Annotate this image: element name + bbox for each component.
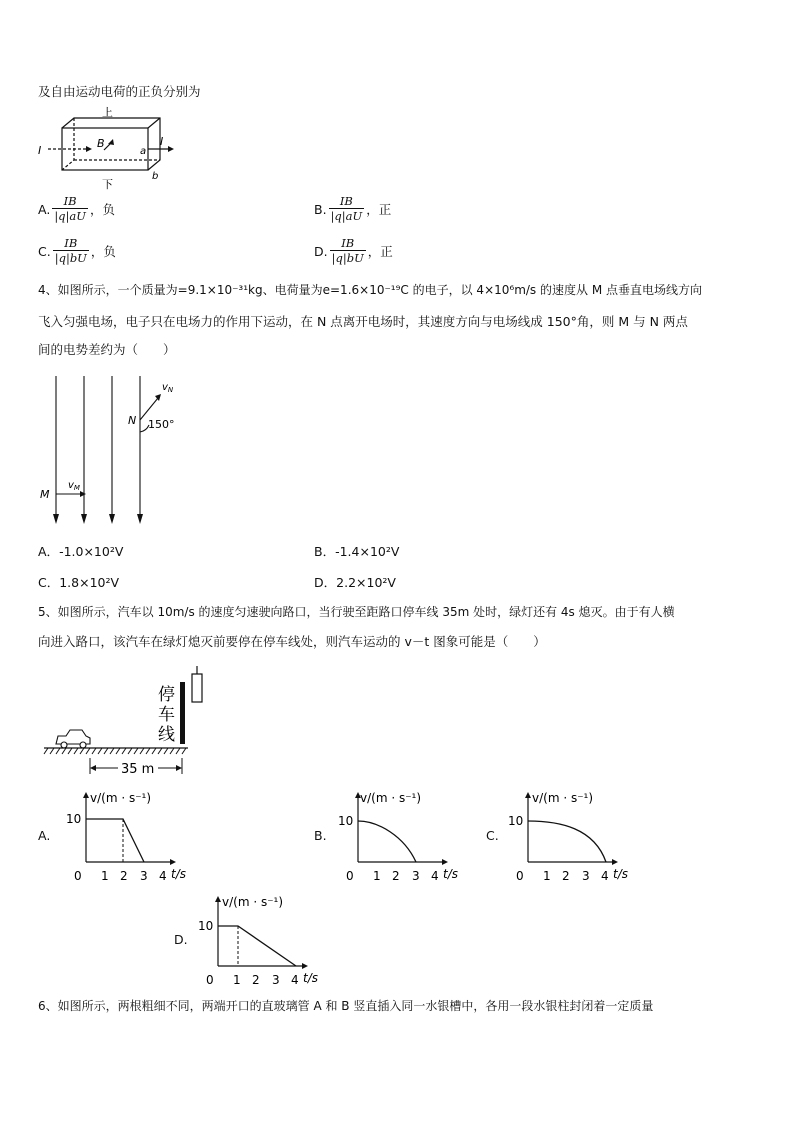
- sign-char: 线: [158, 725, 175, 745]
- x-tick: 2: [562, 869, 570, 883]
- field-line-arrow: [81, 514, 87, 524]
- x-label: t/s: [613, 867, 628, 881]
- q5-option-b[interactable]: B.: [314, 828, 327, 843]
- x-label: t/s: [443, 867, 458, 881]
- q6-stem-line-1: 6、如图所示，两根粗细不同，两端开口的直玻璃管 A 和 B 竖直插入同一水银槽中，各用一段水银柱封闭着一定质量: [38, 999, 654, 1013]
- x-tick: 4: [159, 869, 167, 883]
- x-tick: 0: [346, 869, 354, 883]
- velocity-n-arrow: [140, 398, 158, 420]
- q4-stem-line-2: 飞入匀强电场，电子只在电场力的作用下运动，在 N 点离开电场时，其速度方向与电场线成 150°角，则 M 与 N 两点: [38, 314, 688, 329]
- q5-stem-line-1: 5、如图所示，汽车以 10m/s 的速度匀速驶向路口，当行驶至距路口停车线 35m 处时，绿灯还有 4s 熄灭。由于有人横: [38, 605, 675, 619]
- option-fraction: $\frac{IB}{|q|bU}$: [331, 236, 364, 265]
- q5-graph-d[interactable]: [198, 890, 322, 990]
- x-tick: 2: [120, 869, 128, 883]
- x-tick: 1: [373, 869, 381, 883]
- q5-graph-a[interactable]: [66, 786, 190, 886]
- q4-electric-field-figure: [34, 374, 194, 530]
- q3-stem-tail: 及自由运动电荷的正负分别为: [38, 84, 201, 99]
- ground-hatching: [44, 748, 186, 754]
- q5-road-scene: [40, 664, 224, 780]
- q3-hall-block-figure: [34, 104, 174, 190]
- x-tick: 4: [291, 973, 299, 987]
- y-tick-10: 10: [198, 919, 214, 933]
- q3-option-a[interactable]: A. $\frac{IB}{|q|aU}$ ，负: [38, 194, 115, 223]
- field-line-arrow: [53, 514, 59, 524]
- x-tick: 3: [140, 869, 148, 883]
- q5-option-c[interactable]: C.: [486, 828, 499, 843]
- x-tick: 4: [431, 869, 439, 883]
- q4-option-c[interactable]: C．1.8×10²V: [38, 575, 120, 590]
- distance-label: 35 m: [121, 762, 155, 777]
- x-tick: 1: [233, 973, 241, 987]
- stop-line-post: [180, 682, 185, 744]
- label-vm: $v_M$: [68, 480, 80, 492]
- x-label: t/s: [171, 867, 186, 881]
- option-fraction: $\frac{IB}{|q|bU}$: [54, 236, 87, 265]
- option-fraction: $\frac{IB}{|q|aU}$: [54, 194, 86, 223]
- x-tick: 2: [392, 869, 400, 883]
- q5-option-d[interactable]: D.: [174, 932, 188, 947]
- y-tick-10: 10: [338, 814, 354, 828]
- label-current-right: I: [160, 135, 164, 148]
- y-label: v/(m · s⁻¹): [222, 895, 284, 909]
- label-m: M: [40, 488, 50, 501]
- x-tick: 3: [412, 869, 420, 883]
- label-n: N: [128, 414, 137, 427]
- q5-stem-line-2: 向进入路口，该汽车在绿灯熄灭前要停在停车线处，则汽车运动的 v－t 图象可能是（ ）: [38, 634, 546, 649]
- velocity-curve: [358, 821, 416, 862]
- car-icon: [56, 730, 90, 748]
- sign-char: 车: [158, 705, 175, 725]
- q4-option-a[interactable]: A．-1.0×10²V: [38, 544, 124, 559]
- q4-stem-line-1: 4、如图所示，一个质量为=9.1×10⁻³¹kg、电荷量为e=1.6×10⁻¹⁹C 的电子，以 4×10⁶m/s 的速度从 M 点垂直电场线方向: [38, 283, 702, 297]
- x-tick: 3: [272, 973, 280, 987]
- label-vn: $v_N$: [162, 382, 174, 394]
- q5-option-a[interactable]: A.: [38, 828, 51, 843]
- label-bottom: 下: [102, 178, 113, 190]
- traffic-light: [192, 674, 202, 702]
- x-tick: 4: [601, 869, 609, 883]
- label-b: b: [152, 171, 159, 182]
- q5-graph-c[interactable]: [508, 786, 632, 886]
- label-current-left: I: [38, 144, 42, 157]
- label-a: a: [140, 146, 147, 157]
- x-tick: 1: [101, 869, 109, 883]
- q3-option-b[interactable]: B. $\frac{IB}{|q|aU}$ ，正: [314, 194, 392, 223]
- q4-stem-line-3: 间的电势差约为（ ）: [38, 342, 176, 357]
- q4-option-d[interactable]: D．2.2×10²V: [314, 575, 396, 590]
- velocity-curve: [218, 926, 296, 966]
- velocity-curve: [86, 819, 144, 862]
- x-tick: 0: [206, 973, 214, 987]
- velocity-curve: [528, 821, 606, 862]
- y-tick-10: 10: [66, 812, 82, 826]
- x-label: t/s: [303, 971, 318, 985]
- q3-option-c[interactable]: C. $\frac{IB}{|q|bU}$ ，负: [38, 236, 116, 265]
- option-fraction: $\frac{IB}{|q|aU}$: [330, 194, 363, 223]
- y-tick-10: 10: [508, 814, 524, 828]
- q3-option-d[interactable]: D. $\frac{IB}{|q|bU}$ ，正: [314, 236, 393, 265]
- label-angle: 150°: [148, 418, 175, 431]
- x-tick: 0: [74, 869, 82, 883]
- q4-option-b[interactable]: B．-1.4×10²V: [314, 544, 400, 559]
- x-tick: 2: [252, 973, 260, 987]
- label-top: 上: [102, 106, 113, 119]
- y-label: v/(m · s⁻¹): [360, 791, 422, 805]
- sign-char: 停: [158, 685, 175, 705]
- label-field-b: B: [97, 137, 105, 150]
- x-tick: 1: [543, 869, 551, 883]
- q5-graph-b[interactable]: [338, 786, 462, 886]
- y-label: v/(m · s⁻¹): [90, 791, 152, 805]
- field-line-arrow: [109, 514, 115, 524]
- x-tick: 0: [516, 869, 524, 883]
- x-tick: 3: [582, 869, 590, 883]
- field-line-arrow: [137, 514, 143, 524]
- y-label: v/(m · s⁻¹): [532, 791, 594, 805]
